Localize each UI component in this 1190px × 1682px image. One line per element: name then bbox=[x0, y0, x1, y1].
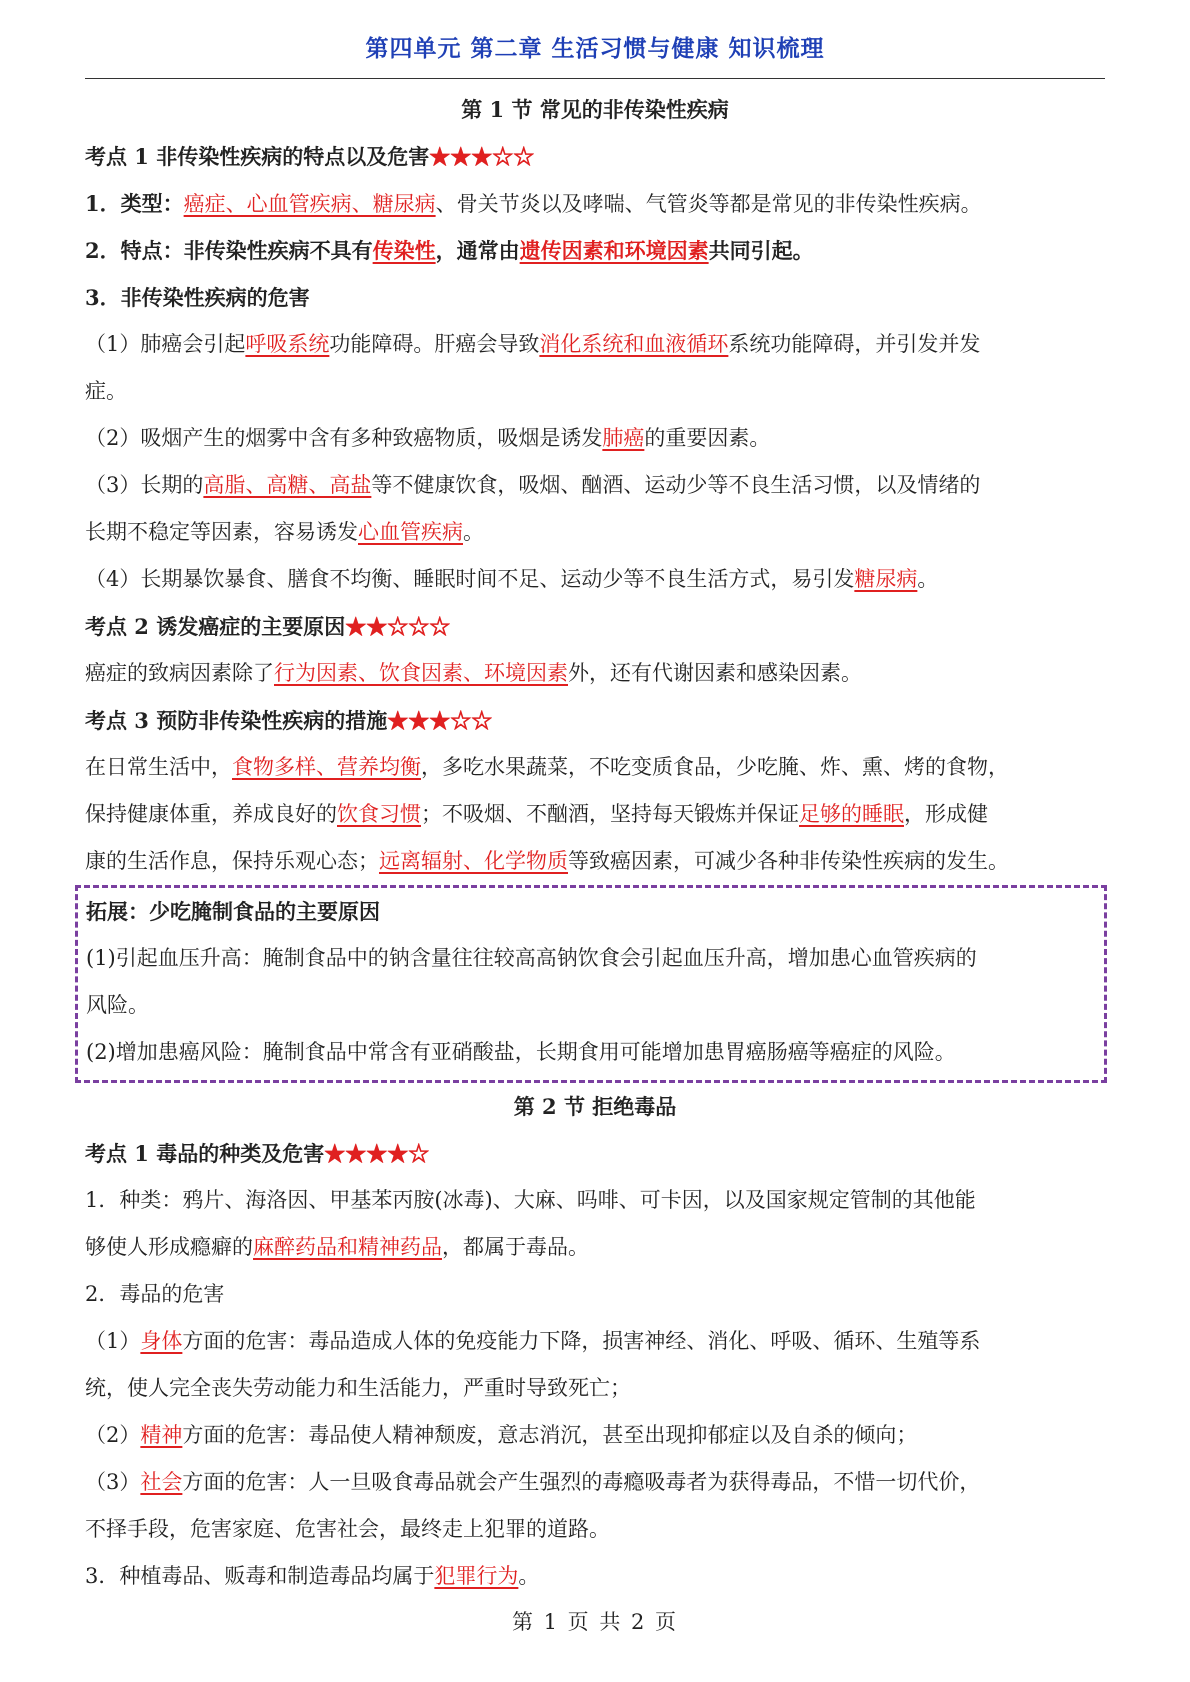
answer-highlight: 远离辐射、化学物质 bbox=[379, 849, 568, 873]
section-1-title: 第 1 节 常见的非传染性疾病 bbox=[461, 97, 729, 122]
drug-harm-1: （1）身体方面的危害：毒品造成人体的免疫能力下降，损害神经、消化、呼吸、循环、生殖等系 bbox=[85, 1329, 981, 1353]
kp1-item-2: 2．特点：非传染性疾病不具有传染性，通常由遗传因素和环境因素共同引起。 bbox=[85, 238, 814, 263]
star-rating-icon: ★★☆☆☆ bbox=[345, 614, 451, 639]
answer-highlight: 呼吸系统 bbox=[245, 332, 330, 356]
kp3-title: 考点 3 预防非传染性疾病的措施 bbox=[85, 708, 388, 733]
kp2-title: 考点 2 诱发癌症的主要原因 bbox=[85, 614, 346, 639]
harm-point-3: （3）长期的高脂、高糖、高盐等不健康饮食，吸烟、酗酒、运动少等不良生活习惯，以及情绪的 bbox=[85, 473, 981, 497]
kp3-line-3: 康的生活作息，保持乐观心态；远离辐射、化学物质等致癌因素，可减少各种非传染性疾病的发生。 bbox=[85, 849, 1009, 873]
header-divider bbox=[85, 78, 1105, 79]
drug-crime-line: 3．种植毒品、贩毒和制造毒品均属于犯罪行为。 bbox=[85, 1564, 540, 1588]
star-rating-icon: ★★★☆☆ bbox=[387, 708, 493, 733]
drug-harm-2: （2）精神方面的危害：毒品使人精神颓废，意志消沉，甚至出现抑郁症以及自杀的倾向； bbox=[85, 1423, 918, 1447]
star-rating-icon: ★★★☆☆ bbox=[429, 144, 535, 169]
extension-box bbox=[75, 885, 1107, 1083]
drug-types-line-2: 够使人形成瘾癖的麻醉药品和精神药品，都属于毒品。 bbox=[85, 1235, 589, 1259]
kp1-item-3: 3．非传染性疾病的危害 bbox=[85, 285, 310, 310]
drug-harm-1-cont: 统，使人完全丧失劳动能力和生活能力，严重时导致死亡； bbox=[85, 1376, 631, 1400]
extension-line-1: (1)引起血压升高：腌制食品中的钠含量往往较高高钠饮食会引起血压升高，增加患心血管疾病的 bbox=[86, 946, 977, 970]
answer-highlight: 糖尿病 bbox=[854, 567, 918, 591]
answer-highlight: 高脂、高糖、高盐 bbox=[203, 473, 372, 497]
answer-highlight: 行为因素、饮食因素、环境因素 bbox=[274, 661, 568, 685]
answer-highlight: 癌症、心血管疾病、糖尿病 bbox=[183, 192, 436, 216]
answer-highlight: 饮食习惯 bbox=[337, 802, 421, 826]
document-body bbox=[85, 86, 1105, 1600]
harm-point-2: （2）吸烟产生的烟雾中含有多种致癌物质，吸烟是诱发肺癌的重要因素。 bbox=[85, 426, 771, 450]
answer-highlight: 遗传因素和环境因素 bbox=[519, 238, 709, 263]
answer-highlight: 足够的睡眠 bbox=[799, 802, 904, 826]
drug-harm-heading: 2．毒品的危害 bbox=[85, 1282, 225, 1306]
answer-highlight: 精神 bbox=[140, 1423, 183, 1447]
drug-harm-3: （3）社会方面的危害：人一旦吸食毒品就会产生强烈的毒瘾吸毒者为获得毒品，不惜一切代价， bbox=[85, 1470, 981, 1494]
page-number: 第 1 页 共 2 页 bbox=[511, 1610, 679, 1634]
answer-highlight: 社会 bbox=[140, 1470, 183, 1494]
drug-harm-3-cont: 不择手段，危害家庭、危害社会，最终走上犯罪的道路。 bbox=[85, 1517, 610, 1541]
s2-kp1-title: 考点 1 毒品的种类及危害 bbox=[85, 1141, 325, 1166]
kp3-line-1: 在日常生活中，食物多样、营养均衡，多吃水果蔬菜，不吃变质食品，少吃腌、炸、熏、烤的食物， bbox=[85, 755, 1009, 779]
document-title: 第四单元 第二章 生活习惯与健康 知识梳理 bbox=[365, 36, 825, 62]
harm-point-1: （1）肺癌会引起呼吸系统功能障碍。肝癌会导致消化系统和血液循环系统功能障碍，并引发并发 bbox=[85, 332, 981, 356]
s2-kp1-heading bbox=[85, 1130, 1105, 1177]
extension-title: 拓展：少吃腌制食品的主要原因 bbox=[86, 899, 380, 924]
answer-highlight: 传染性 bbox=[372, 238, 436, 263]
answer-highlight: 身体 bbox=[140, 1329, 183, 1353]
kp2-text: 癌症的致病因素除了行为因素、饮食因素、环境因素外，还有代谢因素和感染因素。 bbox=[85, 661, 862, 685]
harm-point-1-cont: 症。 bbox=[85, 379, 127, 403]
star-rating-icon: ★★★★☆ bbox=[324, 1141, 430, 1166]
harm-point-4: （4）长期暴饮暴食、膳食不均衡、睡眠时间不足、运动少等不良生活方式，易引发糖尿病。 bbox=[85, 567, 939, 591]
harm-point-3-cont: 长期不稳定等因素，容易诱发心血管疾病。 bbox=[85, 520, 484, 544]
section-2-title: 第 2 节 拒绝毒品 bbox=[513, 1094, 677, 1119]
drug-types-line-1: 1．种类：鸦片、海洛因、甲基苯丙胺(冰毒)、大麻、吗啡、可卡因，以及国家规定管制的其他能 bbox=[85, 1188, 976, 1212]
kp3-line-2: 保持健康体重，养成良好的饮食习惯；不吸烟、不酗酒，坚持每天锻炼并保证足够的睡眠，形成健 bbox=[85, 802, 988, 826]
kp1-title: 考点 1 非传染性疾病的特点以及危害 bbox=[85, 144, 430, 169]
answer-highlight: 心血管疾病 bbox=[358, 520, 463, 544]
answer-highlight: 麻醉药品和精神药品 bbox=[253, 1235, 442, 1259]
answer-highlight: 肺癌 bbox=[602, 426, 645, 450]
kp1-heading bbox=[85, 133, 1105, 180]
answer-highlight: 犯罪行为 bbox=[434, 1564, 519, 1588]
extension-line-3: (2)增加患癌风险：腌制食品中常含有亚硝酸盐，长期食用可能增加患胃癌肠癌等癌症的风险。 bbox=[86, 1040, 956, 1064]
extension-line-2: 风险。 bbox=[86, 993, 149, 1017]
kp2-heading bbox=[85, 603, 1105, 650]
answer-highlight: 食物多样、营养均衡 bbox=[232, 755, 421, 779]
kp1-item-1: 1．类型：癌症、心血管疾病、糖尿病、骨关节炎以及哮喘、气管炎等都是常见的非传染性疾病。 bbox=[85, 191, 982, 216]
answer-highlight: 消化系统和血液循环 bbox=[539, 332, 729, 356]
kp3-heading bbox=[85, 697, 1105, 744]
